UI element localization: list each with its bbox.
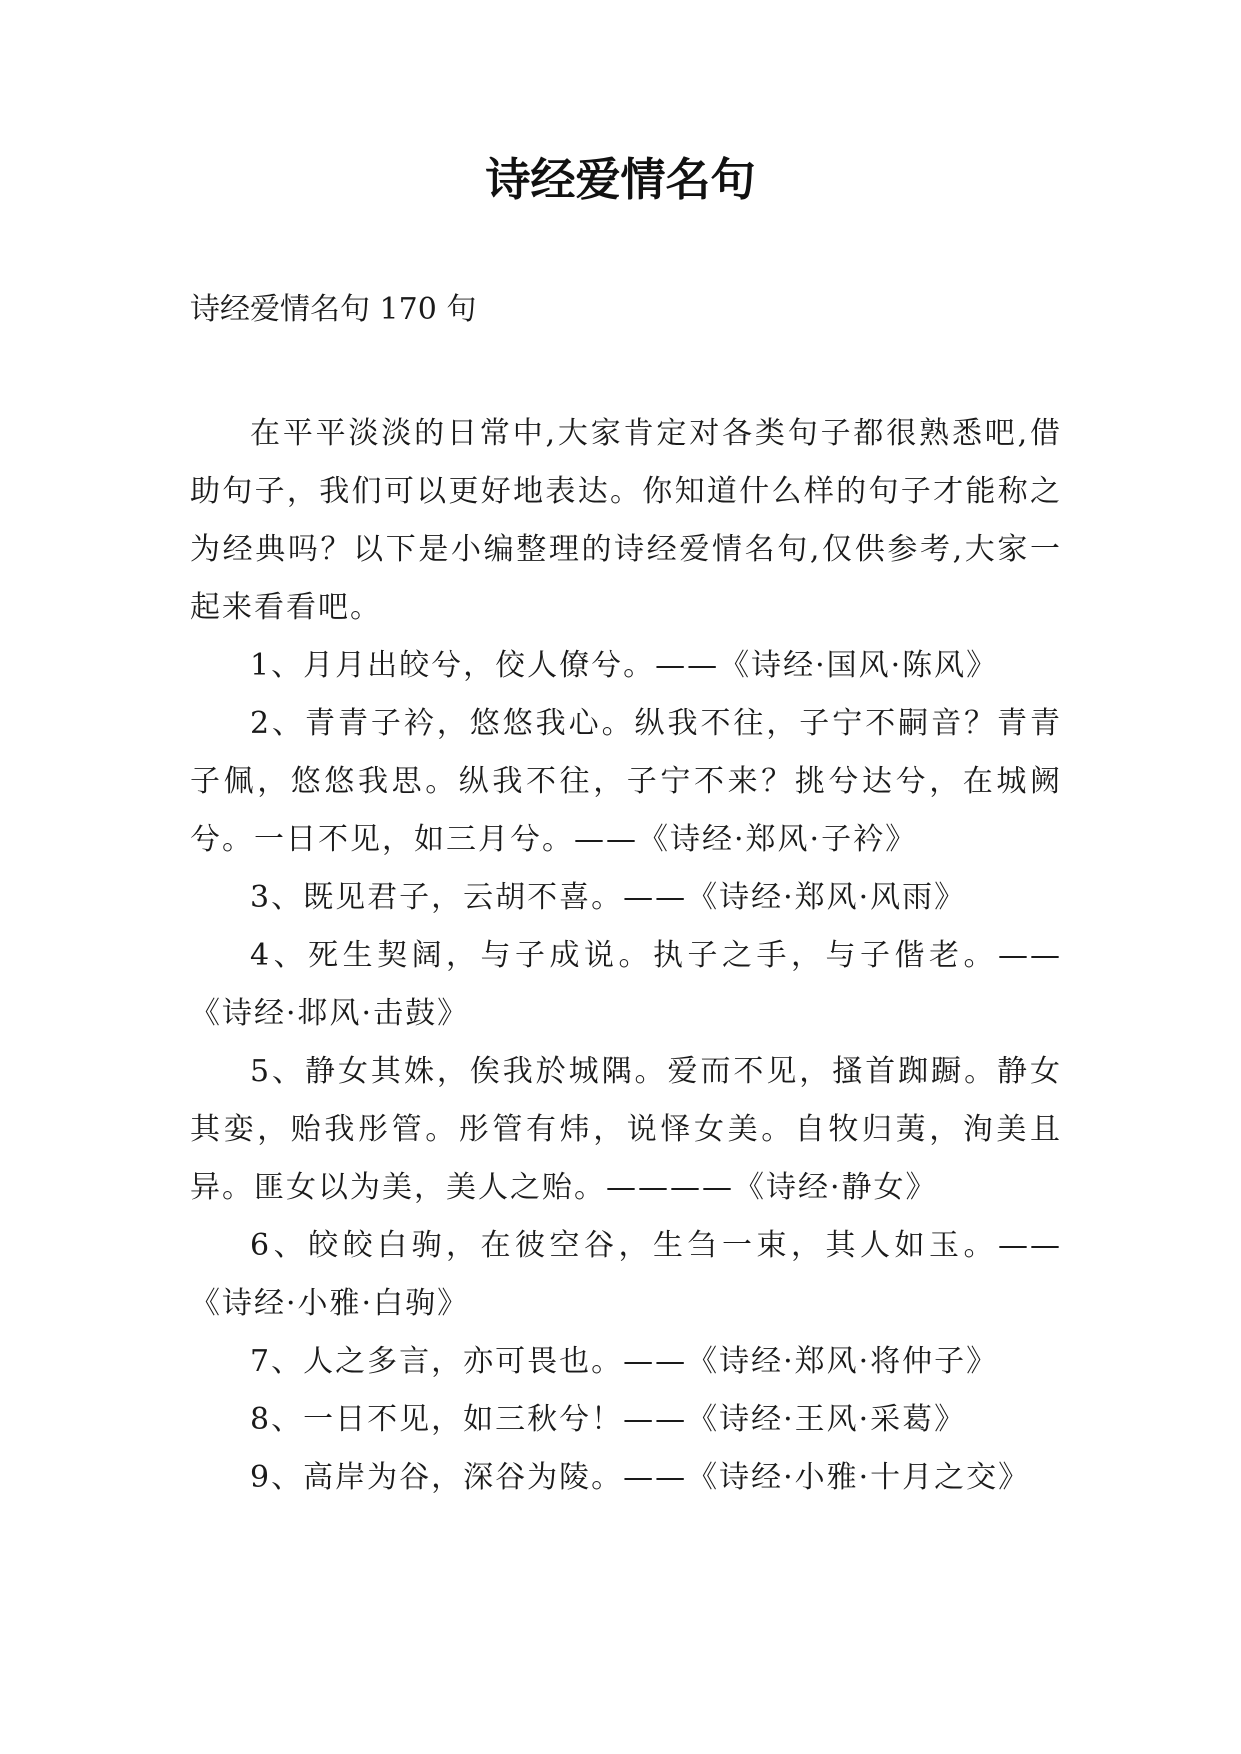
quote-item-3: 3、既见君子，云胡不喜。——《诗经·郑风·风雨》	[250, 880, 967, 915]
quote-item-5: 5、静女其姝，俟我於城隅。爱而不见，搔首踟蹰。静女其娈，贻我彤管。彤管有炜，说怿女美。自牧归荑，洵美且异。匪女以为美，美人之贻。————《诗经·静女》	[190, 1054, 1062, 1205]
document-subtitle: 诗经爱情名句 170 句	[190, 292, 477, 327]
quote-item-1: 1、月月出皎兮，佼人僚兮。——《诗经·国风·陈风》	[250, 648, 999, 683]
intro-paragraph: 在平平淡淡的日常中,大家肯定对各类句子都很熟悉吧,借助句子，我们可以更好地表达。你知道什么样的句子才能称之为经典吗？以下是小编整理的诗经爱情名句,仅供参考,大家一起来看看吧。	[190, 416, 1062, 625]
document-body	[190, 405, 1062, 1507]
quote-item-7: 7、人之多言，亦可畏也。——《诗经·郑风·将仲子》	[250, 1344, 999, 1379]
quote-item-8: 8、一日不见，如三秋兮！——《诗经·王风·采葛》	[250, 1402, 967, 1437]
quote-item-2: 2、青青子衿，悠悠我心。纵我不往，子宁不嗣音？青青子佩，悠悠我思。纵我不往，子宁不来？挑兮达兮，在城阙兮。一日不见，如三月兮。——《诗经·郑风·子衿》	[190, 706, 1062, 857]
document-title: 诗经爱情名句	[485, 153, 756, 206]
quote-item-4: 4、死生契阔，与子成说。执子之手，与子偕老。——《诗经·邶风·击鼓》	[190, 938, 1062, 1031]
quote-item-9: 9、高岸为谷，深谷为陵。——《诗经·小雅·十月之交》	[250, 1460, 1031, 1495]
quote-item-6: 6、皎皎白驹，在彼空谷，生刍一束，其人如玉。——《诗经·小雅·白驹》	[190, 1228, 1062, 1321]
